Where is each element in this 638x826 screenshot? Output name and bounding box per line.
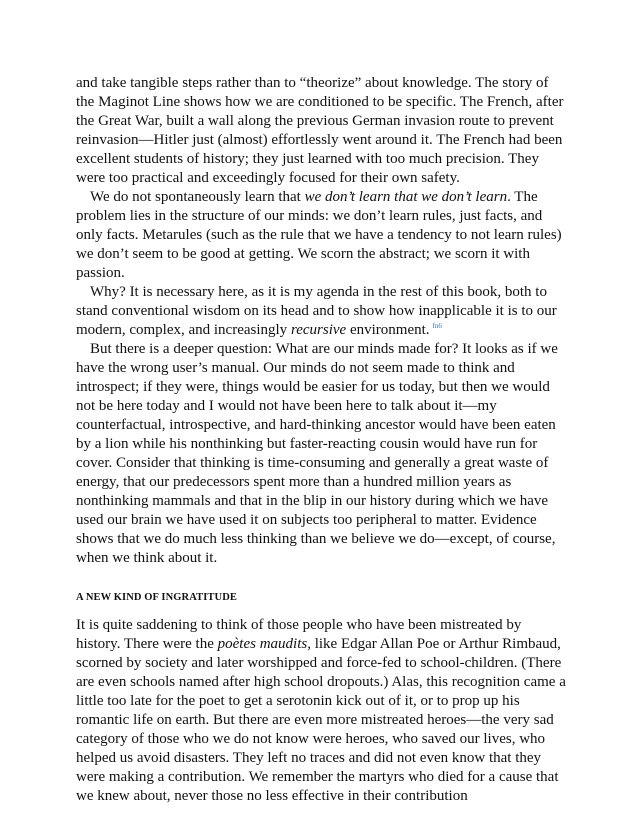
paragraph-text: We do not spontaneously learn that	[90, 189, 305, 205]
paragraph-deeper-question: But there is a deeper question: What are our minds made for? It looks as if we have the wrong user’s manual. Our minds do not seem made to think and introspect; if they were, things would be easier for us today, but then we would not be here today and I would not have been here to talk about it—my counterfactual, introspective, and hard-thinking ancestor would have been eaten by a lion while his nonthinking but faster-reacting cousin would have run for cover. Consider that thinking is time-consuming and generally a great waste of energy, that our predecessors spent more than a hundred million years as nonthinking mammals and that in the blip in our history during which we have used our brain we have used it on subjects too peripheral to matter. Evidence shows that we do much less thinking than we believe we do—except, of course, when we think about it.	[76, 341, 558, 566]
paragraph-metarules	[76, 188, 566, 283]
section-heading: A NEW KIND OF INGRATITUDE	[76, 592, 237, 603]
paragraph-text: It is quite saddening to think of those people who have been mistreated by history. There were the	[76, 617, 522, 652]
footnote-link[interactable]: fn6	[432, 322, 442, 330]
paragraph-ingratitude	[76, 616, 566, 806]
paragraph-text: Why? It is necessary here, as it is my agenda in the rest of this book, both to stand conventional wisdom on its head and to show how inapplicable it is to our modern, complex, and increasingly	[76, 284, 557, 338]
italic-emphasis: recursive	[290, 322, 347, 338]
italic-emphasis: we don’t learn that we don’t learn	[304, 189, 508, 205]
paragraph-text: environment.	[346, 322, 430, 338]
paragraph-maginot-line: and take tangible steps rather than to “theorize” about knowledge. The story of the Maginot Line shows how we are conditioned to be specific. The French, after the Great War, built a wall along the previous German invasion route to prevent reinvasion—Hitler just (almost) effortlessly went around it. The French had been excellent students of history; they just learned with too much precision. They were too practical and exceedingly focused for their own safety.	[76, 75, 564, 186]
book-page	[76, 74, 566, 806]
italic-emphasis: poètes maudits	[217, 636, 308, 652]
paragraph-why	[76, 283, 566, 340]
paragraph-text: . The problem lies in the structure of our minds: we don’t learn rules, just facts, and only facts. Metarules (such as the rule that we have a tendency to not learn rules) we don’t seem to be good at getting. We scorn the abstract; we scorn it with passion.	[76, 189, 562, 281]
paragraph-text: , like Edgar Allan Poe or Arthur Rimbaud, scorned by society and later worshipped and force-fed to school-children. (There are even schools named after high school dropouts.) Alas, this recognition came a little too late for the poet to get a serotonin kick out of it, or to prop up his romantic life on earth. But there are even more mistreated heroes—the very sad category of those who we do not know were heroes, who saved our lives, who helped us avoid disasters. They left no traces and did not even know that they were making a contribution. We remember the martyrs who died for a cause that we knew about, never those no less effective in their contribution	[76, 636, 566, 804]
